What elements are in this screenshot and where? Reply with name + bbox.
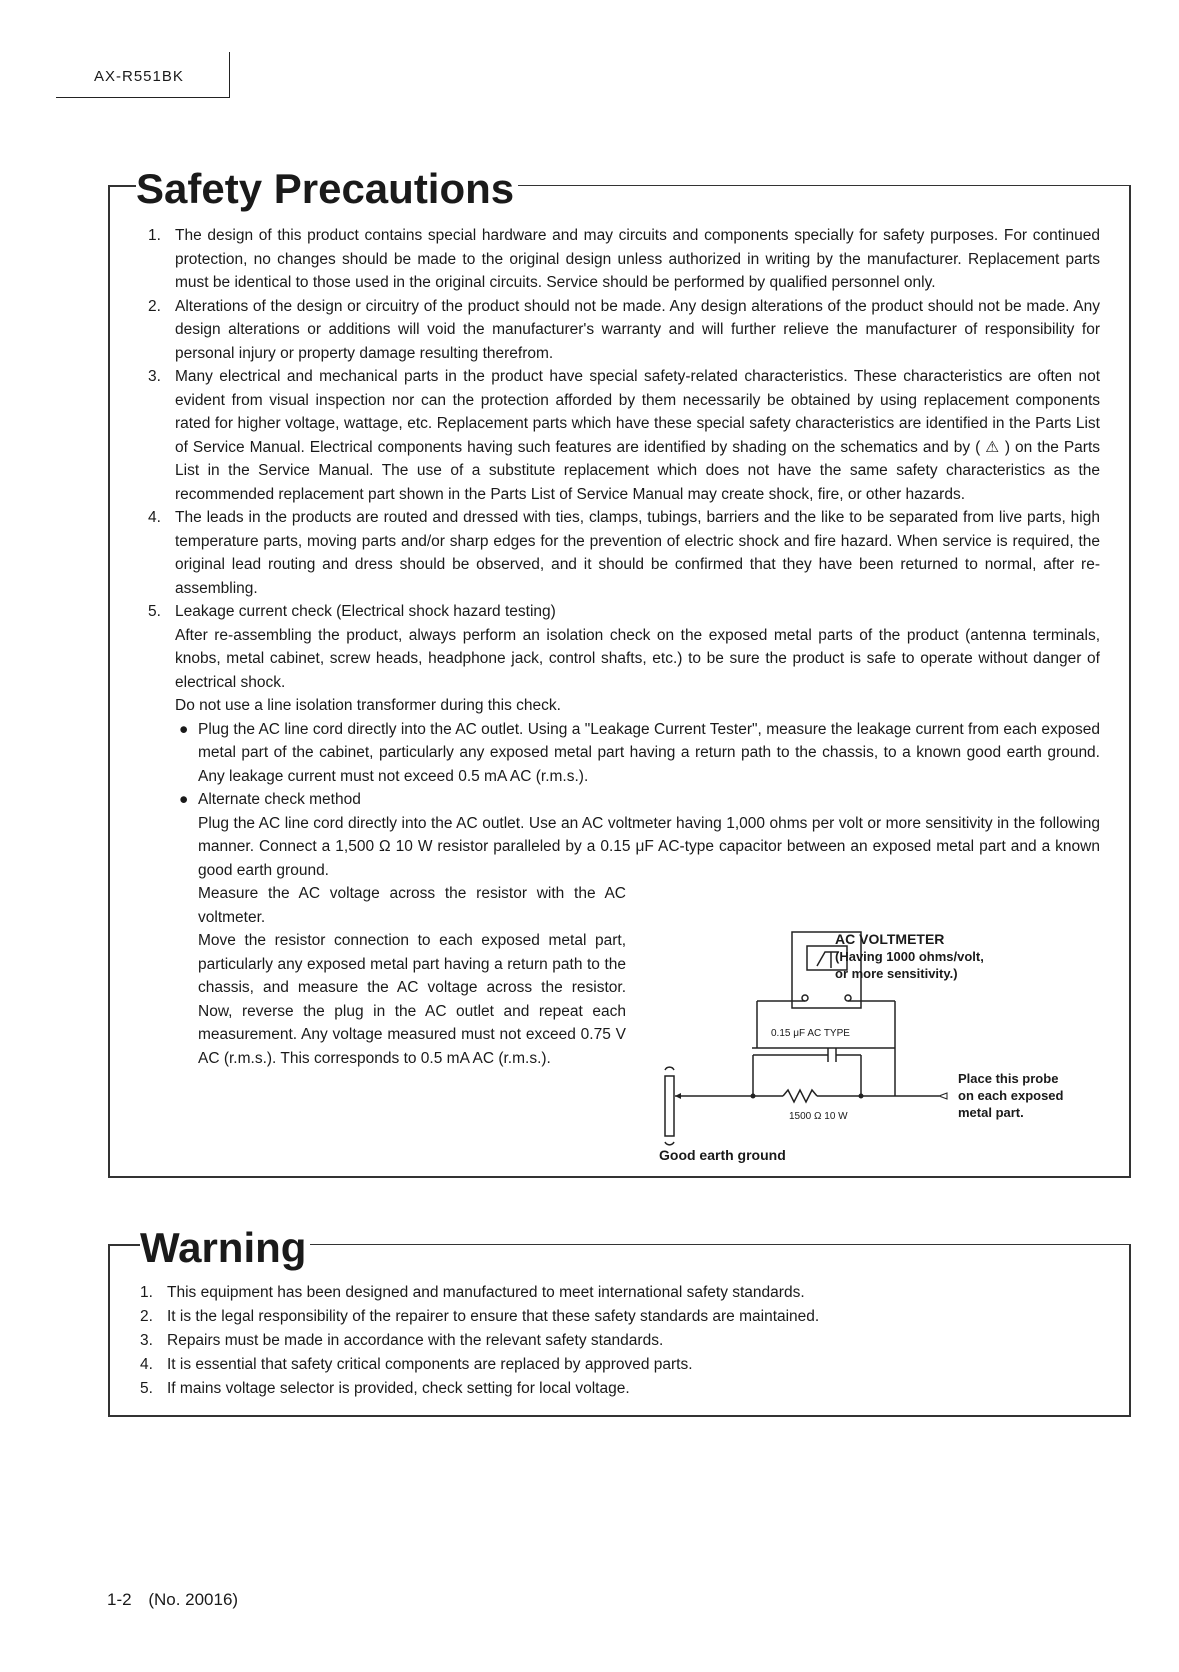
warning-item (140, 1281, 819, 1305)
ground-label: Good earth ground (659, 1147, 786, 1163)
capacitor-label: 0.15 μF AC TYPE (771, 1028, 850, 1039)
item-number: 2. (148, 297, 161, 315)
leakage-check-note: Do not use a line isolation transformer during this check. (175, 697, 561, 714)
warning-item (140, 1353, 819, 1377)
leakage-check-paragraph: After re-assembling the product, always perform an isolation check on the exposed metal parts of the product (antenna terminals, knobs, metal cabinet, screw heads, headphone jack, control shafts, etc.) to be sure the product is safe to operate without danger of electrical shock. (175, 626, 1100, 691)
warning-item (140, 1377, 819, 1401)
bullet-text-measure: Measure the AC voltage across the resistor with the AC voltmeter. (198, 885, 626, 926)
item-text: Alterations of the design or circuitry of the product should not be made. Any design alterations of the product should not be made. Any design alterations or additions will void the manufacturer's warranty and will further relieve the manufacturer of responsibility for personal injury or property damage resulting therefrom. (175, 297, 1100, 362)
item-text: Leakage current check (Electrical shock hazard testing) (175, 603, 556, 620)
voltmeter-note: or more sensitivity.) (835, 966, 958, 981)
document-number: (No. 20016) (148, 1590, 239, 1609)
warning-list (140, 1281, 819, 1401)
probe-label: on each exposed (958, 1088, 1064, 1103)
item-text: This equipment has been designed and manufactured to meet international safety standards. (167, 1284, 805, 1301)
bullet-text: Plug the AC line cord directly into the AC outlet. Use an AC voltmeter having 1,000 ohms per volt or more sensitivity in the following manner. Connect a 1,500 Ω 10 W resistor paralleled by a 0.15 μF AC-type capacitor between an exposed metal part and a known good earth ground. (198, 814, 1100, 879)
probe-label: metal part. (958, 1105, 1024, 1120)
title-corner-tick (108, 185, 138, 187)
item-text: It is the legal responsibility of the repairer to ensure that these safety standards are maintained. (167, 1308, 820, 1325)
safety-precautions-title: Safety Precautions (136, 168, 518, 210)
bullet-dot: ● (179, 791, 189, 808)
page-number: 1-2 (107, 1590, 132, 1609)
voltmeter-label: AC VOLTMETER (835, 931, 945, 947)
header-vertical-rule (229, 52, 230, 98)
bullet-dot: ● (179, 720, 189, 738)
safety-item (140, 600, 1100, 624)
bullet-text: Plug the AC line cord directly into the AC outlet. Using a "Leakage Current Tester", measure the leakage current from each exposed metal part of the cabinet, particularly any exposed metal part having a return path to the chassis, to a known good earth ground. Any leakage current must not exceed 0.5 mA AC (r.m.s.). (198, 720, 1100, 785)
item-number: 1. (140, 1284, 153, 1301)
voltmeter-note: (Having 1000 ohms/volt, (835, 949, 984, 964)
item-number: 3. (148, 368, 161, 385)
item-text: The leads in the products are routed and dressed with ties, clamps, tubings, barriers and the like to be separated from live parts, high temperature parts, moving parts and/or sharp edges for the prevention of electric shock and fire hazard. When service is required, the original lead routing and dress should be observed, and it should be confirmed that they have been returned to normal, after re-assembling. (175, 509, 1100, 597)
voltmeter-test-diagram (655, 930, 1115, 1170)
item-number: 3. (140, 1332, 153, 1349)
item-text: The design of this product contains special hardware and may circuits and components specially for safety purposes. For continued protection, no changes should be made to the original design unless authorized in writing by the manufacturer. Replacement parts must be identical to those used in the original circuits. Service should be performed by qualified personnel only. (175, 227, 1100, 291)
safety-item (140, 295, 1100, 366)
item-text: Repairs must be made in accordance with the relevant safety standards. (167, 1332, 664, 1349)
bullet-text-procedure: Move the resistor connection to each exposed metal part, particularly any exposed metal part having a return path to the chassis, and measure the AC voltage across the resistor. Now, reverse the plug in the AC outlet and repeat each measurement. Any voltage measured must not exceed 0.75 V AC (r.m.s.). This corresponds to 0.5 mA AC (r.m.s.). (198, 932, 626, 1067)
bullet-title: Alternate check method (198, 791, 361, 808)
leakage-tester-bullet (175, 718, 1100, 789)
item-number: 5. (140, 1380, 153, 1397)
item-number: 4. (140, 1356, 153, 1373)
ground-plate (665, 1076, 674, 1136)
resistor-symbol (783, 1090, 817, 1102)
item-number: 2. (140, 1308, 153, 1325)
item-number: 5. (148, 603, 161, 620)
safety-item (140, 506, 1100, 600)
probe-label: Place this probe (958, 1071, 1059, 1086)
item-number: 1. (148, 227, 161, 244)
item-number: 4. (148, 509, 161, 526)
warning-item (140, 1305, 819, 1329)
safety-item (140, 365, 1100, 506)
voltmeter-terminal-left (802, 995, 808, 1001)
safety-item (140, 224, 1100, 295)
model-code: AX-R551BK (94, 68, 184, 85)
title-corner-tick (108, 1244, 142, 1246)
header-rule (56, 97, 230, 98)
resistor-label: 1500 Ω 10 W (789, 1111, 848, 1122)
voltmeter-terminal-right (845, 995, 851, 1001)
warning-item (140, 1329, 819, 1353)
warning-title: Warning (140, 1227, 310, 1269)
item-text: It is essential that safety critical components are replaced by approved parts. (167, 1356, 693, 1373)
page-footer (107, 1590, 238, 1610)
item-text: If mains voltage selector is provided, check setting for local voltage. (167, 1380, 630, 1397)
item-text: Many electrical and mechanical parts in the product have special safety-related characteristics. These characteristics are often not evident from visual inspection nor can the protection afforded by them necessarily be obtained by using replacement components rated for higher voltage, wattage, etc. Replacement parts which have these special safety characteristics are identified in the Parts List of Service Manual. Electrical components having such features are identified by shading on the schematics and by ( ⚠ ) on the Parts List in the Service Manual. The use of a substitute replacement which does not have the same safety characteristics as the recommended replacement part shown in the Parts List of Service Manual may create shock, fire, or other hazards. (175, 368, 1100, 503)
